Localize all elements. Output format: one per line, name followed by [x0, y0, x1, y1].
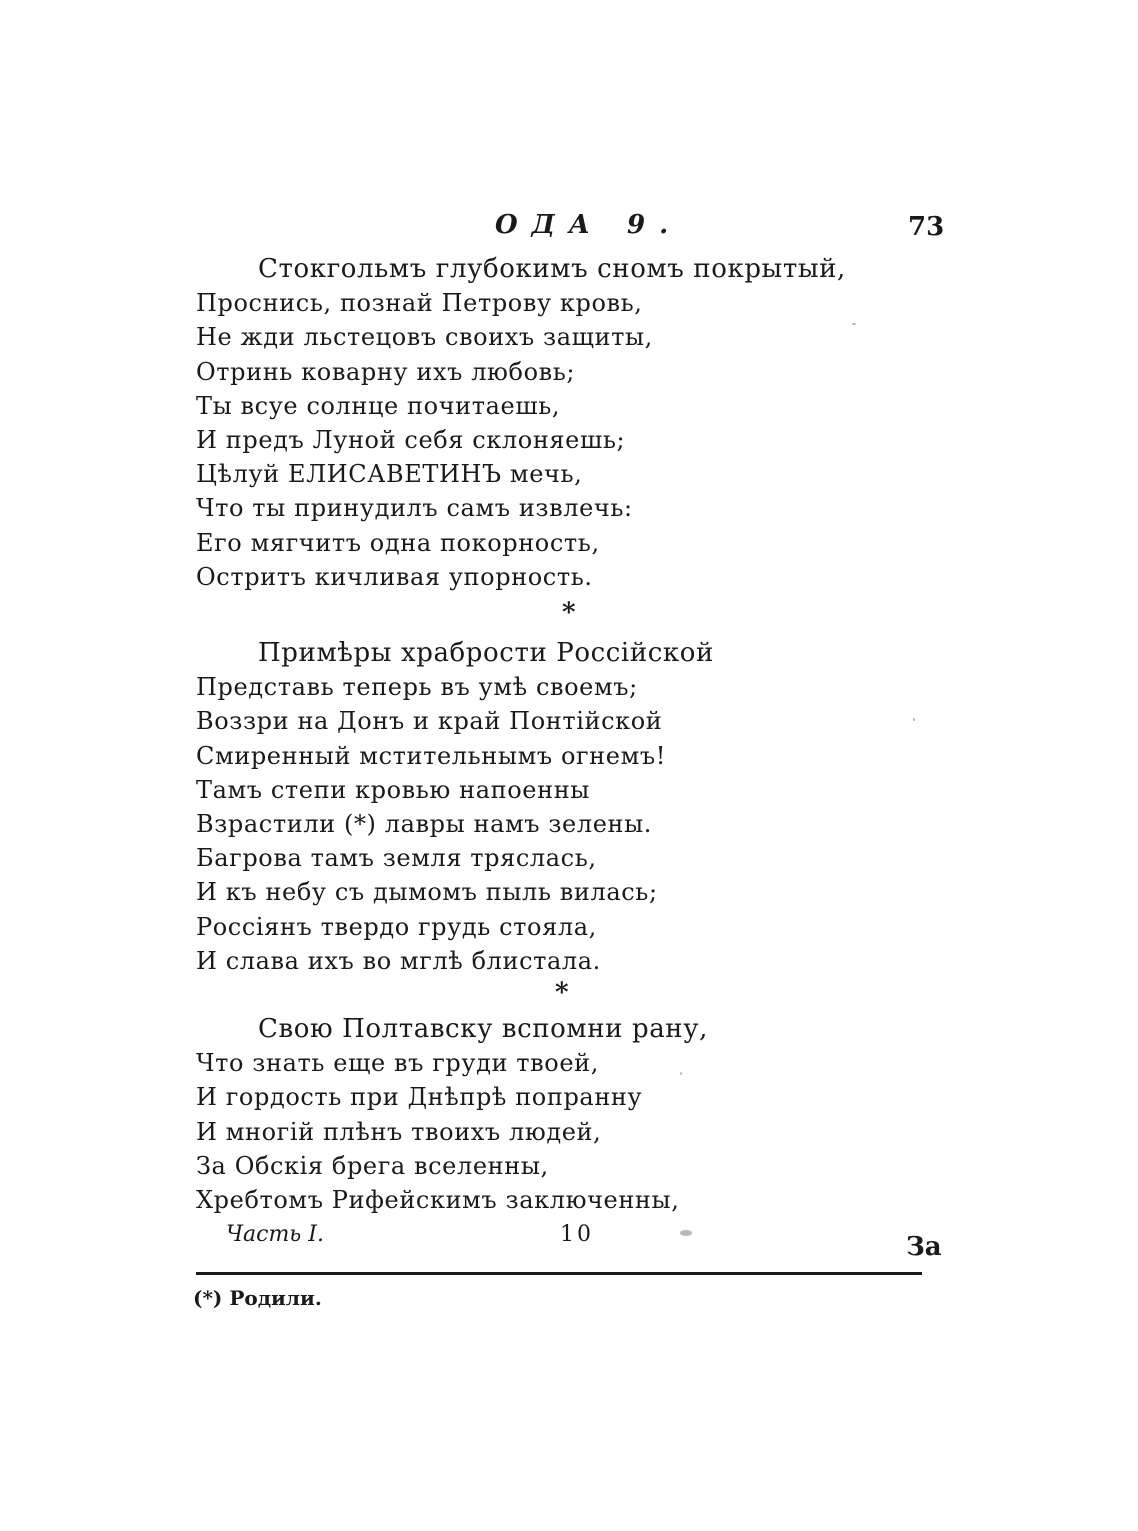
paper-speck [680, 1230, 692, 1236]
verse-line: Россіянъ твердо грудь стояла, [196, 912, 597, 941]
verse-line: Тамъ степи кровью напоенны [196, 775, 590, 804]
verse-line: Представь теперь въ умѣ своемъ; [196, 673, 638, 702]
stanza-divider: * [555, 978, 569, 1008]
stanza-divider: * [562, 598, 576, 628]
verse-line: Хребтомъ Рифейскимъ заключенны, [196, 1185, 680, 1214]
sheet-number: 10 [560, 1222, 594, 1247]
running-head: ОДА 9. [495, 210, 683, 240]
footnote-rule [196, 1272, 922, 1275]
catchword: За [906, 1232, 942, 1262]
verse-line: Свою Полтавску вспомни рану, [258, 1014, 708, 1044]
verse-line: Ты всуе солнце почитаешь, [196, 391, 561, 420]
verse-line: Не жди льстецовъ своихъ защиты, [196, 323, 653, 352]
signature-mark: Часть I. [226, 1222, 324, 1247]
verse-line: Смиренный мстительнымъ огнемъ! [196, 741, 666, 770]
page-number: 73 [908, 212, 945, 242]
verse-line: Проснись, познай Петрову кровь, [196, 289, 643, 318]
stanza-2 [196, 636, 856, 978]
paper-speck [852, 323, 856, 325]
verse-line: Стокгольмъ глубокимъ сномъ покрытый, [258, 254, 846, 284]
verse-line: И къ небу съ дымомъ пыль вилась; [196, 878, 658, 907]
verse-line: Его мягчитъ одна покорность, [196, 528, 600, 557]
verse-line: И предъ Луной себя склоняешь; [196, 425, 626, 454]
verse-line: И слава ихъ во мглѣ блистала. [196, 946, 601, 975]
verse-line: Воззри на Донъ и край Понтійской [196, 707, 663, 736]
verse-line: И многій плѣнъ твоихъ людей, [196, 1117, 602, 1146]
verse-line: Остритъ кичливая упорность. [196, 562, 593, 591]
verse-line: Цѣлуй ЕЛИСАВЕТИНЪ мечь, [196, 460, 583, 489]
stanza-1 [196, 252, 856, 594]
verse-line: Отринь коварну ихъ любовь; [196, 357, 576, 386]
verse-line: Что ты принудилъ самъ извлечь: [196, 494, 633, 523]
stanza-3 [196, 1012, 856, 1217]
verse-line: За Обскія брега вселенны, [196, 1151, 549, 1180]
verse-line: Взрастили (*) лавры намъ зелены. [196, 809, 653, 838]
paper-speck [913, 718, 915, 721]
footnote: (*) Родили. [193, 1286, 322, 1310]
paper-speck [680, 1072, 682, 1075]
verse-line: Багрова тамъ земля тряслась, [196, 844, 597, 873]
verse-line: И гордость при Днѣпрѣ попранну [196, 1083, 643, 1112]
verse-line: Примѣры храбрости Россійской [258, 638, 714, 668]
verse-line: Что знать еще въ груди твоей, [196, 1049, 599, 1078]
